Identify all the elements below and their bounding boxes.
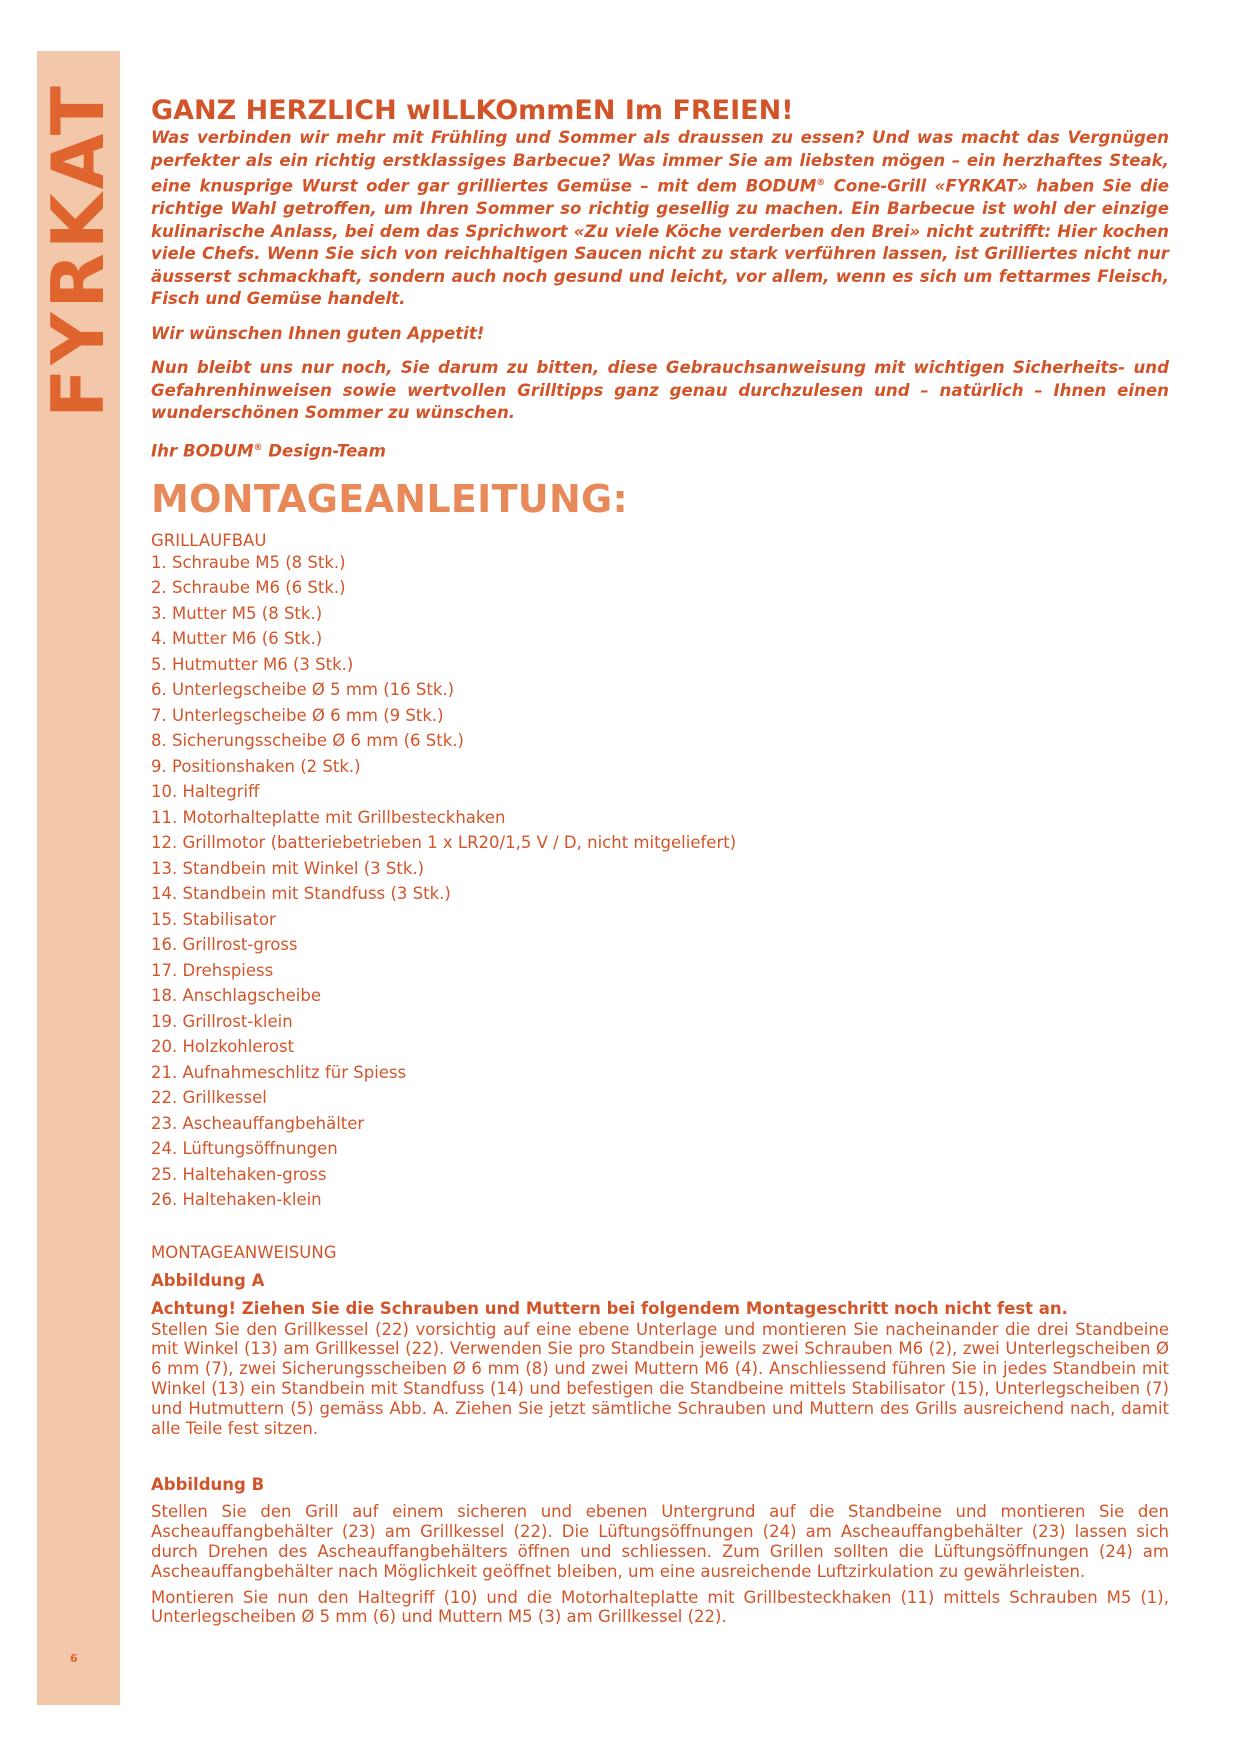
list-item: 22. Grillkessel [151,1088,267,1108]
assembly-heading: MONTAGEANLEITUNG: [151,476,629,521]
list-item: 20. Holzkohlerost [151,1037,295,1057]
list-item: 21. Aufnahmeschlitz für Spiess [151,1062,407,1082]
intro-section [151,94,1169,463]
instructions-section [151,1243,1169,1628]
instructions-heading: MONTAGEANWEISUNG [151,1242,337,1262]
list-item: 14. Standbein mit Standfuss (3 Stk.) [151,884,451,904]
list-item: 5. Hutmutter M6 (3 Stk.) [151,654,354,674]
list-item: 12. Grillmotor (batteriebetrieben 1 x LR20/1,5 V / D, nicht mitgeliefert) [151,833,737,853]
page-content [151,94,1169,1633]
list-item: 4. Mutter M6 (6 Stk.) [151,629,323,649]
figure-a-text: Stellen Sie den Grillkessel (22) vorsichtig auf eine ebene Unterlage und montieren Sie nacheinander die drei Standbeine mit Winkel (13) am Grillkessel (22). Verwenden Sie pro Standbein jeweils zwei Schrauben M6 (2), zwei Unterlegscheiben Ø 6 mm (7), zwei Sicherungsscheiben Ø 6 mm (8) und zwei Muttern M6 (4). Anschliessend führen Sie in jedes Standbein mit Winkel (13) ein Standbein mit Standfuss (14) und befestigen die Standbeine mittels Stabilisator (15), Unterlegscheiben (7) und Hutmuttern (5) gemäss Abb. A. Ziehen Sie jetzt sämtliche Schrauben und Muttern des Grills ausreichend nach, damit alle Teile fest sitzen. [151,1319,1169,1438]
list-item: 24. Lüftungsöffnungen [151,1139,338,1159]
list-item: 11. Motorhalteplatte mit Grillbesteckhaken [151,807,506,827]
intro-text-part1: Was verbinden wir mehr mit Frühling und Sommer als draussen zu essen? Und was macht das Vergnügen perfekter als ein richtig erstklassiges Barbecue? Was immer Sie am liebsten mögen – ein herzhaftes Steak, eine knusprige Wurst oder gar grilliertes Gemüse – mit dem BODUM [151,128,1169,196]
signature [151,437,1169,463]
figure-b-text-1: Stellen Sie den Grill auf einem sicheren und ebenen Untergrund auf die Standbeine und montieren Sie den Ascheauffangbehälter (23) am Grillkessel (22). Die Lüftungsöffnungen (24) am Ascheauffangbehälter (23) lassen sich durch Drehen des Ascheauffangbehälters öffnen und schliessen. Zum Grillen sollten die Lüftungsöffnungen (24) am Ascheauffangbehälter nach Möglichkeit geöffnet bleiben, um eine ausreichende Luftzirkulation zu gewährleisten. [151,1502,1169,1581]
list-item: 15. Stabilisator [151,909,276,929]
figure-b-text-2: Montieren Sie nun den Haltegriff (10) und die Motorhalteplatte mit Grillbesteckhaken (11) mittels Schrauben M5 (1), Unterlegscheiben Ø 5 mm (6) und Muttern M5 (3) am Grillkessel (22). [151,1587,1169,1627]
intro-text-part2: Cone-Grill «FYRKAT» haben Sie die richtige Wahl getroffen, um Ihren Sommer so richtig gesellig zu machen. Ein Barbecue ist wohl der einzige kulinarische Anlass, bei dem das Sprichwort «Zu viele Köche verderben den Brei» nicht zutrifft: Hier kochen viele Chefs. Wenn Sie sich von reichhaltigen Saucen nicht zu stark verführen lassen, ist Grilliertes nicht nur äusserst schmackhaft, sondern auch noch gesund und leicht, vor allem, wenn es sich um fettarmes Fleisch, Fisch und Gemüse handelt. [151,176,1170,309]
signature-part2: Design-Team [262,441,386,461]
grill-setup-subheading: GRILLAUFBAU [151,530,267,550]
figure-a-label: Abbildung A [151,1270,265,1290]
registered-mark: ® [816,178,826,188]
list-item: 18. Anschlagscheibe [151,986,322,1006]
parts-list [151,550,1169,1213]
figure-a-warning: Achtung! Ziehen Sie die Schrauben und Muttern bei folgendem Montageschritt noch nicht fest an. [151,1298,1068,1318]
closing-paragraph: Nun bleibt uns nur noch, Sie darum zu bitten, diese Gebrauchsanweisung mit wichtigen Sicherheits- und Gefahrenhinweisen sowie wertvollen Grilltipps ganz genau durchzulesen und – natürlich – Ihnen einen wunderschönen Sommer zu wünschen. [151,358,1169,423]
list-item: 16. Grillrost-gross [151,935,298,955]
appetite-line: Wir wünschen Ihnen guten Appetit! [151,323,485,343]
signature-registered-mark: ® [253,442,263,453]
list-item: 1. Schraube M5 (8 Stk.) [151,552,346,572]
list-item: 6. Unterlegscheibe Ø 5 mm (16 Stk.) [151,680,455,700]
signature-part1: Ihr BODUM [151,441,254,461]
list-item: 23. Ascheauffangbehälter [151,1113,365,1133]
list-item: 8. Sicherungsscheibe Ø 6 mm (6 Stk.) [151,731,464,751]
list-item: 10. Haltegriff [151,782,260,802]
page-title: GANZ HERZLICH wILLKOmmEN Im FREIEN! [151,95,794,126]
list-item: 7. Unterlegscheibe Ø 6 mm (9 Stk.) [151,705,444,725]
intro-paragraph [151,127,1169,311]
list-item: 2. Schraube M6 (6 Stk.) [151,578,346,598]
list-item: 26. Haltehaken-klein [151,1190,322,1210]
list-item: 3. Mutter M5 (8 Stk.) [151,603,323,623]
list-item: 17. Drehspiess [151,960,274,980]
brand-vertical-title: FYRKAT [36,82,120,418]
list-item: 13. Standbein mit Winkel (3 Stk.) [151,858,425,878]
list-item: 9. Positionshaken (2 Stk.) [151,756,361,776]
figure-b-label: Abbildung B [151,1475,265,1495]
page-number: 6 [70,1652,78,1665]
list-item: 25. Haltehaken-gross [151,1164,327,1184]
list-item: 19. Grillrost-klein [151,1011,293,1031]
